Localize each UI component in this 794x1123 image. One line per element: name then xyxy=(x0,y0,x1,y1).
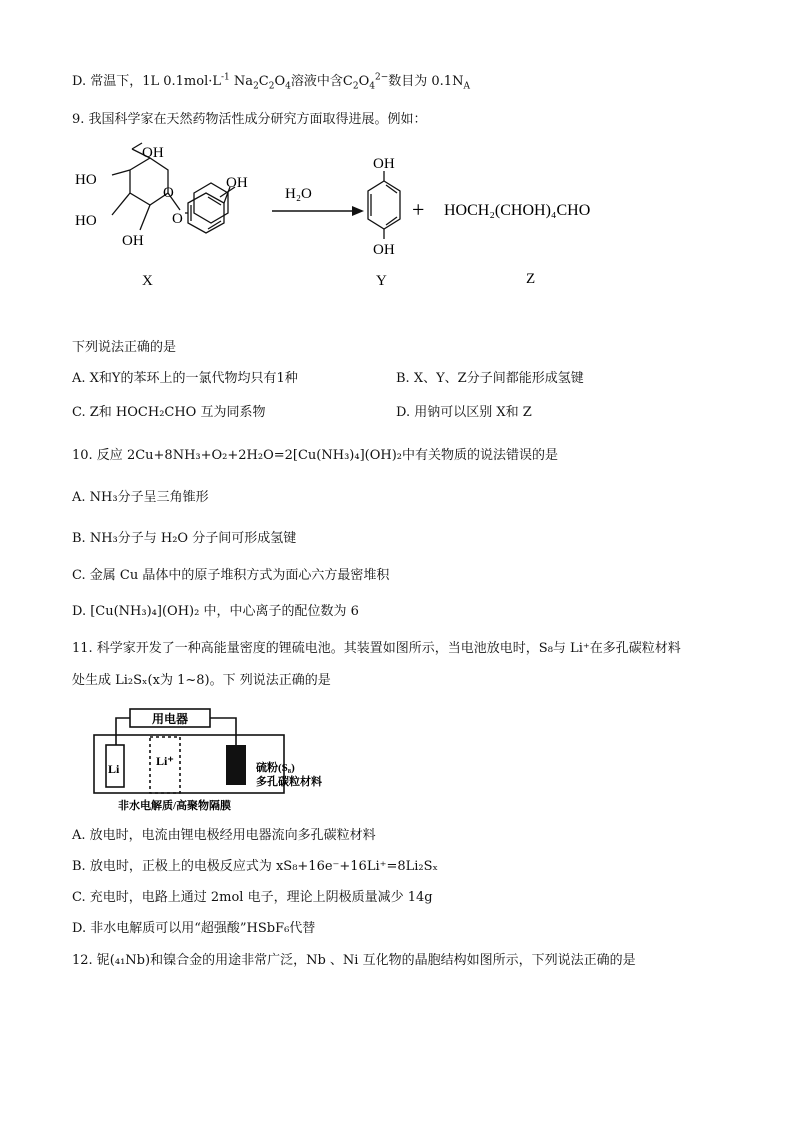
sulfur-label: 硫粉(S₈) xyxy=(256,762,295,774)
li-label: Li xyxy=(108,762,120,776)
electrolyte-label: 非水电解质/高聚物隔膜 xyxy=(118,800,232,812)
ether-oxygen: O xyxy=(172,211,183,227)
q11-stem-line1: 11. 科学家开发了一种高能量密度的锂硫电池。其装置如图所示，当电池放电时，S₈与 Li⁺在多孔碳粒材料 xyxy=(72,641,681,656)
battery-diagram xyxy=(88,705,368,815)
z-formula: HOCH₂(CHOH)₄CHO xyxy=(444,202,591,219)
q8-option-d: D. 常温下，1L $0.1mol\cdot L^{-1}$ $Na_2C_2O_4$溶液中含$C_2O_4^{2-}$数目为 $0.1N_A$ xyxy=(72,72,470,92)
oh-bottom: OH xyxy=(122,233,144,249)
plus-sign: + xyxy=(412,197,425,222)
device-label: 用电器 xyxy=(152,712,189,726)
q9-question: 下列说法正确的是 xyxy=(72,340,177,355)
q11-stem-line2: 处生成 Li₂Sₓ(x为 1~8)。下 列说法正确的是 xyxy=(72,673,331,688)
wire-right xyxy=(210,718,236,745)
q9-option-d: D. 用钠可以区别 X和 Z xyxy=(396,405,532,420)
q10-option-d: D. [Cu(NH₃)₄](OH)₂ 中，中心离子的配位数为 6 xyxy=(72,604,359,619)
z-label: Z xyxy=(526,271,536,287)
q10-option-c: C. 金属 Cu 晶体中的原子堆积方式为面心六方最密堆积 xyxy=(72,568,390,583)
q11-option-a: A. 放电时，电流由锂电极经用电器流向多孔碳粒材料 xyxy=(72,828,376,843)
reagent-h2o: H₂O xyxy=(285,186,312,202)
q11-option-d: D. 非水电解质可以用“超强酸”HSbF₆代替 xyxy=(72,921,316,936)
ho-left-2: HO xyxy=(75,213,97,229)
q10-option-b: B. NH₃分子与 H₂O 分子间可形成氢键 xyxy=(72,531,297,546)
q9-reaction-diagram xyxy=(60,135,620,295)
reaction-arrow-head xyxy=(352,206,364,216)
x-phenol-oh: OH xyxy=(226,175,248,191)
q10-stem: 10. 反应 2Cu+8NH₃+O₂+2H₂O=2[Cu(NH₃)₄](OH)₂中有关物质的说法错误的是 xyxy=(72,448,559,463)
oh-top-sugar: OH xyxy=(142,145,164,161)
wire-left xyxy=(116,718,130,745)
ring-oxygen: O xyxy=(163,185,174,201)
q9-option-c: C. Z和 HOCH₂CHO 互为同系物 xyxy=(72,405,266,420)
q10-option-a: A. NH₃分子呈三角锥形 xyxy=(72,490,209,505)
q12-stem: 12. 铌(₄₁Nb)和镍合金的用途非常广泛，Nb 、Ni 互化物的晶胞结构如图所示，下列说法正确的是 xyxy=(72,953,636,968)
y-label: Y xyxy=(376,273,387,289)
q9-option-b: B. X、Y、Z分子间都能形成氢键 xyxy=(396,371,584,386)
q9-option-a: A. X和Y的苯环上的一氯代物均只有1种 xyxy=(72,371,298,386)
y-oh-top: OH xyxy=(373,156,395,172)
carbon-label: 多孔碳粒材料 xyxy=(256,776,322,788)
li-ion-label: Li⁺ xyxy=(156,754,174,768)
carbon-electrode xyxy=(226,745,246,785)
q11-option-c: C. 充电时，电路上通过 2mol 电子，理论上阴极质量减少 14g xyxy=(72,890,433,905)
y-oh-bottom: OH xyxy=(373,242,395,258)
x-label: X xyxy=(142,273,153,289)
ho-left-1: HO xyxy=(75,172,97,188)
q9-stem: 9. 我国科学家在天然药物活性成分研究方面取得进展。例如： xyxy=(72,112,427,127)
q11-option-b: B. 放电时，正极上的电极反应式为 xS₈+16e⁻+16Li⁺=8Li₂Sₓ xyxy=(72,859,439,874)
y-benzene-ring xyxy=(368,171,400,239)
x-benzene-ring xyxy=(185,187,230,233)
